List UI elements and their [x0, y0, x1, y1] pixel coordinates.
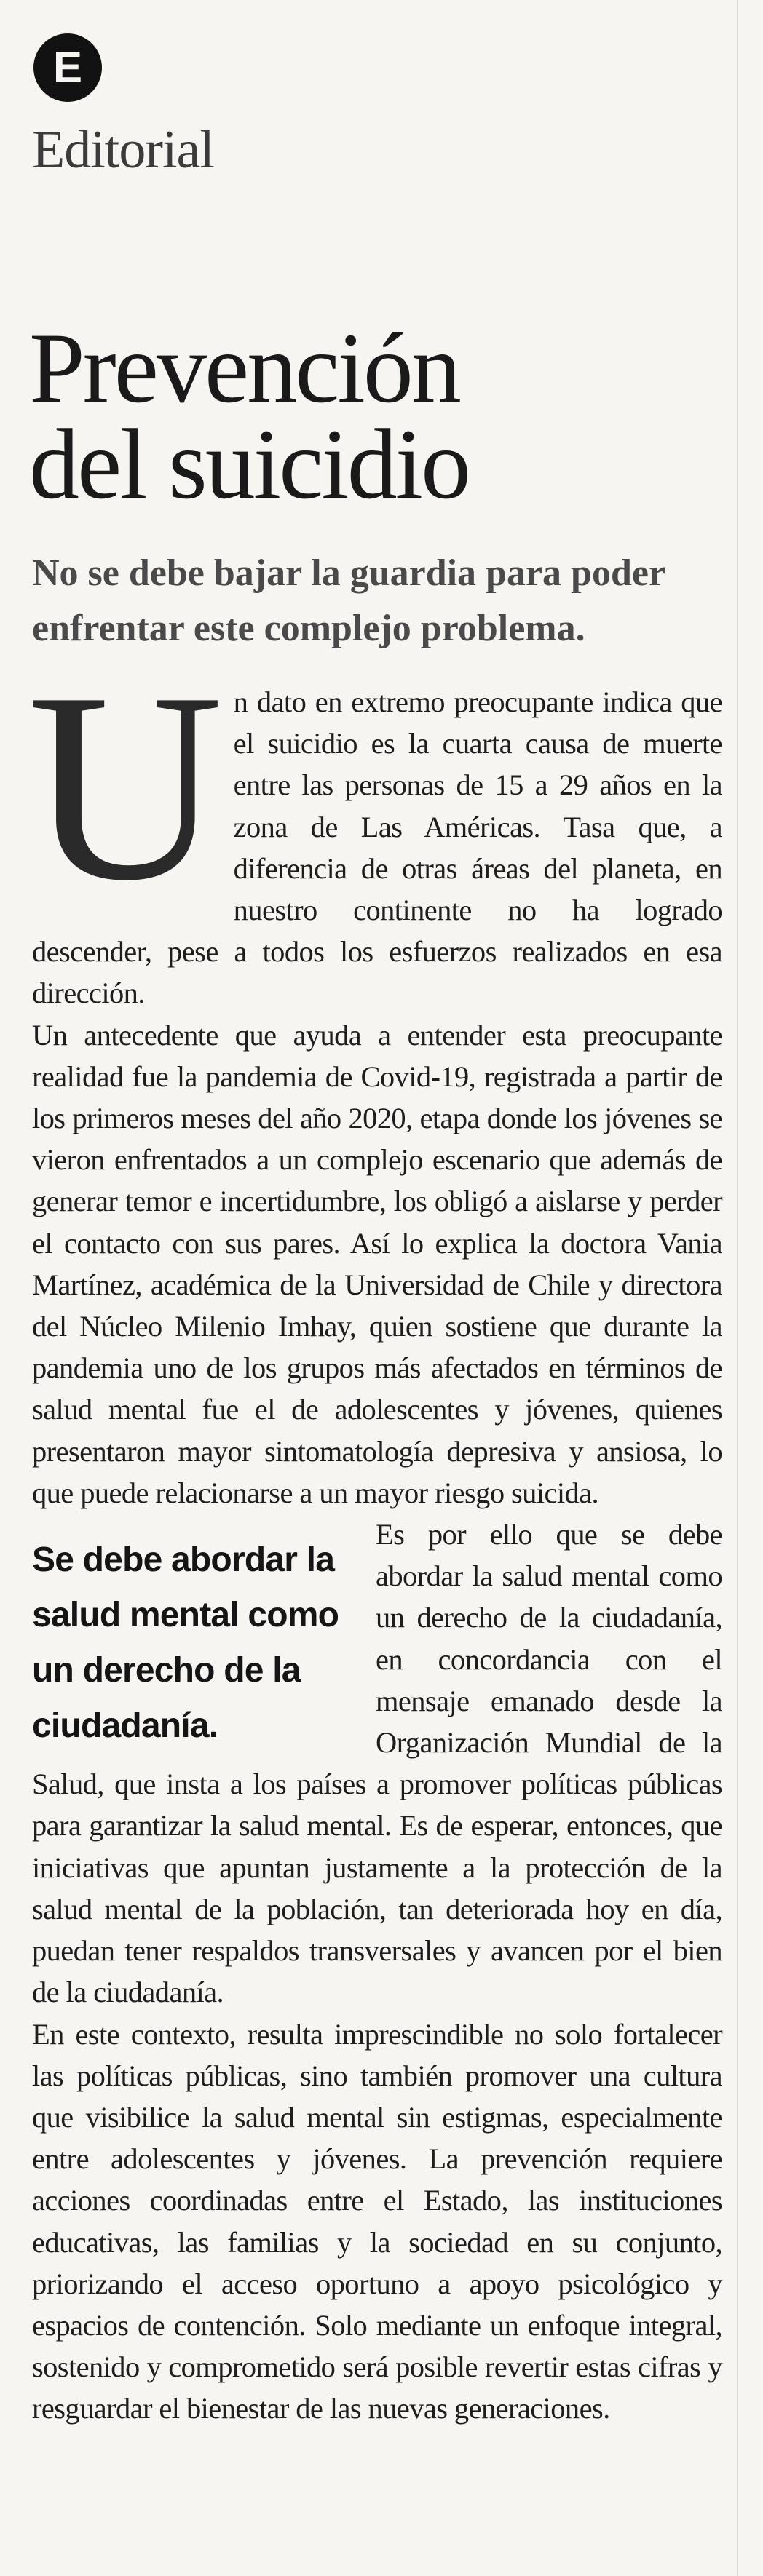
pull-quote: Se debe abordar la salud mental como un derecho de la ciudadanía. [32, 1541, 339, 1746]
paragraph-2: Un antecedente que ayuda a entender esta preocupante realidad fue la pandemia de Covid-19, registrada a partir de los primeros meses del año 2020, etapa donde los jóvenes se vieron enfrentados a un complejo escenario que además de generar temor e incertidumbre, los obligó a aislarse y perder el contacto con sus pares. Así lo explica la doctora Vania Martínez, académica de la Universidad de Chile y directora del Núcleo Milenio Imhay, quien sostiene que durante la pandemia uno de los grupos más afectados en términos de salud mental fue el de adolescentes y jóvenes, quienes presentaron mayor sintomatología depresiva y ansiosa, lo que puede relacionarse a un mayor riesgo suicida. [32, 1018, 722, 1509]
subheadline: No se debe bajar la guardia para poder enfrentar este complejo problema. [32, 552, 665, 649]
headline-line-2: del suicidio [29, 408, 470, 520]
drop-cap: U [28, 637, 224, 937]
article-body [28, 637, 722, 2430]
paragraph-1-text: n dato en extremo preocupante indica que el suicidio es la cuarta causa de muerte entre las personas de 15 a 29 años en la zona de Las Américas. Tasa que, a diferencia de otras áreas del planeta, en nuestro continente no ha logrado descender, pese a todos los esfuerzos realizados en esa dirección. [32, 685, 722, 1010]
column-divider [737, 0, 738, 2576]
publication-logo [33, 33, 102, 102]
paragraph-1 [28, 637, 722, 1014]
headline-line-1: Prevención [29, 312, 459, 424]
headline [29, 312, 713, 520]
paragraph-4: En este contexto, resulta imprescindible no solo fortalecer las políticas públicas, sino también promover una cultura que visibilice la salud mental sin estigmas, especialmente entre adolescentes y jóvenes. La prevención requiere acciones coordinadas entre el Estado, las instituciones educativas, las familias y la sociedad en su conjunto, priorizando el acceso oportuno a apoyo psicológico y espacios de contención. Solo mediante un enfoque integral, sostenido y comprometido será posible revertir estas cifras y resguardar el bienestar de las nuevas generaciones. [32, 2017, 722, 2425]
section-label: Editorial [32, 120, 214, 180]
logo-letter: E [52, 43, 83, 92]
paragraph-3-text: Es por ello que se debe abordar la salud mental como un derecho de la ciudadanía, en concordancia con el mensaje emanado desde la Organización Mundial de la Salud, que insta a los países a promover políticas públicas para garantizar la salud mental. Es de esperar, entonces, que iniciativas que apuntan justamente a la protección de la salud mental de la población, tan deteriorada hoy en día, puedan tener respaldos transversales y avancen por el bien de la ciudadanía. [32, 1518, 722, 2009]
paragraph-3 [32, 1514, 722, 2013]
